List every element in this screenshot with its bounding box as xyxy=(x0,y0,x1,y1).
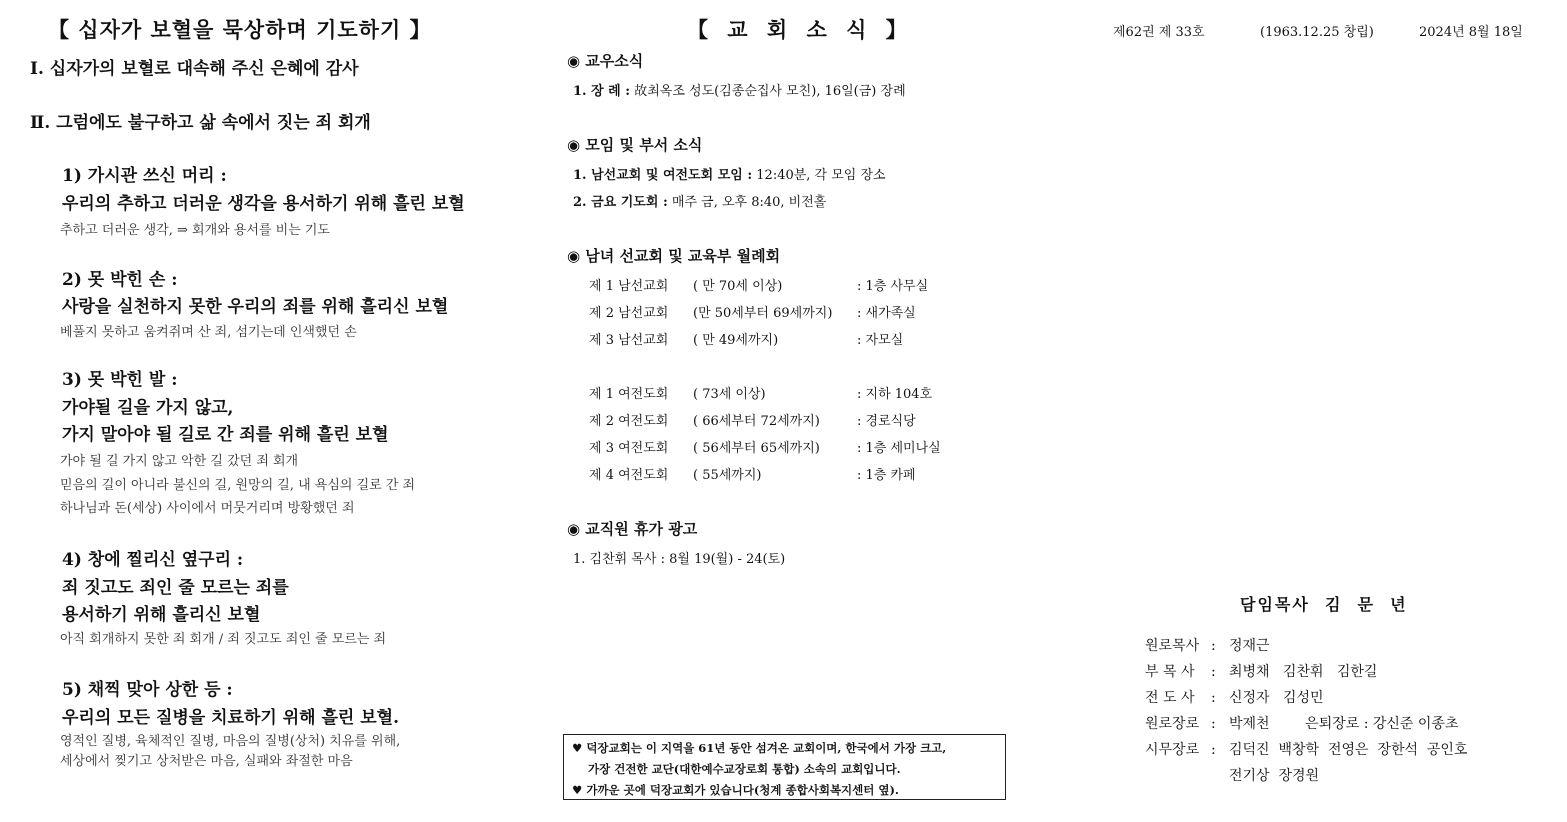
staff-role: 부 목 사 xyxy=(1145,664,1195,680)
group-name: 제 2 남선교회 xyxy=(589,306,669,321)
news-members-heading: ◉ 교우소식 xyxy=(567,52,644,70)
group-name: 제 1 남선교회 xyxy=(589,279,669,294)
item-4-line-2: 용서하기 위해 흘리신 보혈 xyxy=(62,605,261,625)
church-news-title: 【 교 회 소 식 】 xyxy=(687,17,913,42)
item-5-note-1: 영적인 질병, 육체적인 질병, 마음의 질병(상처) 치유를 위해, xyxy=(60,734,401,749)
item-3-note-2: 믿음의 길이 아니라 불신의 길, 원망의 길, 내 욕심의 길로 간 죄 xyxy=(60,478,416,493)
item-3-note-1: 가야 될 길 가지 않고 악한 길 갔던 죄 회개 xyxy=(60,454,299,469)
item-1-note: 추하고 더러운 생각, ⇒ 회개와 용서를 비는 기도 xyxy=(60,223,330,238)
womens-group-row xyxy=(589,383,932,402)
funeral-text: 故최옥조 성도(김종순집사 모친), 16일(금) 장례 xyxy=(630,84,906,99)
group-name: 제 3 여전도회 xyxy=(589,441,669,456)
meeting-1-label: 1. 남선교회 및 여전도회 모임 : xyxy=(573,168,753,183)
item-1-heading: 1) 가시관 쓰신 머리 : xyxy=(62,166,227,186)
founding-date: (1963.12.25 창립) xyxy=(1260,25,1374,40)
notice-line-3: ♥ 가까운 곳에 덕장교회가 있습니다(청계 종합사회복지센터 옆). xyxy=(572,783,899,797)
staff-names: 정재근 xyxy=(1229,638,1270,654)
group-age: ( 55세까지) xyxy=(693,468,762,483)
staff-role: 시무장로 xyxy=(1145,742,1200,758)
staff-row: 전 도 사 : 신정자 김성민 xyxy=(1145,687,1324,707)
item-1-line: 우리의 추하고 더러운 생각을 용서하기 위해 흘린 보혈 xyxy=(62,194,465,214)
group-place: : 지하 104호 xyxy=(857,387,933,402)
news-vacation-heading: ◉ 교직원 휴가 광고 xyxy=(567,520,698,538)
womens-group-row xyxy=(589,437,941,456)
staff-role: 원로장로 xyxy=(1145,716,1200,732)
item-4-heading: 4) 창에 찔리신 옆구리 : xyxy=(62,550,244,570)
group-place: : 자모실 xyxy=(857,333,904,348)
group-place: : 새가족실 xyxy=(857,306,916,321)
meeting-2-label: 2. 금요 기도회 : xyxy=(573,195,668,210)
group-age: ( 만 49세까지) xyxy=(693,333,779,348)
staff-names: 최병채 김찬휘 김한길 xyxy=(1229,664,1378,680)
staff-names: 전기상 장경원 xyxy=(1229,768,1320,784)
group-age: ( 만 70세 이상) xyxy=(693,279,783,294)
group-place: : 1층 세미나실 xyxy=(857,441,941,456)
womens-group-row xyxy=(589,464,916,483)
bulletin-date: 2024년 8월 18일 xyxy=(1419,25,1523,40)
senior-pastor: 담임목사 김 문 년 xyxy=(1240,595,1408,614)
group-age: (만 50세부터 69세까지) xyxy=(693,306,833,321)
staff-row xyxy=(1145,765,1319,785)
group-place: : 1층 사무실 xyxy=(857,279,929,294)
group-name: 제 1 여전도회 xyxy=(589,387,669,402)
item-5-line: 우리의 모든 질병을 치료하기 위해 흘린 보혈. xyxy=(62,708,400,728)
item-3-line-2: 가지 말아야 될 길로 간 죄를 위해 흘린 보혈 xyxy=(62,425,389,445)
staff-row: 시무장로 : 김덕진 백창학 전영은 장한석 공인호 xyxy=(1145,739,1467,759)
group-name: 제 4 여전도회 xyxy=(589,468,669,483)
news-meeting-item-1 xyxy=(573,164,886,183)
item-3-line-1: 가야될 길을 가지 않고, xyxy=(62,398,234,418)
section-thanks: Ⅰ. 십자가의 보혈로 대속해 주신 은혜에 감사 xyxy=(30,59,359,79)
meeting-2-text: 매주 금, 오후 8:40, 비전홀 xyxy=(667,195,827,210)
news-monthly-heading: ◉ 남녀 선교회 및 교육부 월례회 xyxy=(567,247,781,265)
item-3-heading: 3) 못 박힌 발 : xyxy=(62,370,178,390)
staff-row: 원로장로 : 박제천 은퇴장로 : 강신준 이종초 xyxy=(1145,713,1458,733)
vacation-item: 1. 김찬휘 목사 : 8월 19(월) - 24(토) xyxy=(573,552,786,567)
meditation-title: 【 십자가 보혈을 묵상하며 기도하기 】 xyxy=(48,17,432,42)
mens-group-row xyxy=(589,302,916,321)
item-2-note: 베풀지 못하고 움켜쥐며 산 죄, 섬기는데 인색했던 손 xyxy=(60,325,357,340)
section-repentance: Ⅱ. 그럼에도 불구하고 삶 속에서 짓는 죄 회개 xyxy=(30,113,371,133)
item-4-line-1: 죄 짓고도 죄인 줄 모르는 죄를 xyxy=(62,578,289,598)
mens-group-row xyxy=(589,275,928,294)
group-age: ( 66세부터 72세까지) xyxy=(693,414,820,429)
mens-group-row xyxy=(589,329,903,348)
group-place: : 1층 카페 xyxy=(857,468,916,483)
funeral-label: 1. 장 례 : xyxy=(573,84,631,99)
item-2-line: 사랑을 실천하지 못한 우리의 죄를 위해 흘리신 보혈 xyxy=(62,297,449,317)
womens-group-row xyxy=(589,410,916,429)
volume-number: 제62권 제 33호 xyxy=(1113,25,1205,40)
group-age: ( 56세부터 65세까지) xyxy=(693,441,820,456)
news-funeral-item xyxy=(573,80,906,99)
news-meetings-heading: ◉ 모임 및 부서 소식 xyxy=(567,136,703,154)
meeting-1-text: 12:40분, 각 모임 장소 xyxy=(752,168,886,183)
group-name: 제 3 남선교회 xyxy=(589,333,669,348)
staff-names: 박제천 은퇴장로 : 강신준 이종초 xyxy=(1229,716,1459,732)
item-3-note-3: 하나님과 돈(세상) 사이에서 머뭇거리며 방황했던 죄 xyxy=(60,501,355,516)
staff-names: 신정자 김성민 xyxy=(1229,690,1324,706)
notice-line-2: 가장 건전한 교단(대한예수교장로회 통합) 소속의 교회입니다. xyxy=(572,762,901,776)
item-4-note: 아직 회개하지 못한 죄 회개 / 죄 짓고도 죄인 줄 모르는 죄 xyxy=(60,632,387,647)
staff-row: 원로목사 : 정재근 xyxy=(1145,635,1270,655)
news-meeting-item-2 xyxy=(573,191,826,210)
item-5-note-2: 세상에서 찢기고 상처받은 마음, 실패와 좌절한 마음 xyxy=(60,754,353,769)
item-2-heading: 2) 못 박힌 손 : xyxy=(62,270,178,290)
staff-role: 원로목사 xyxy=(1145,638,1200,654)
staff-row: 부 목 사 : 최병채 김찬휘 김한길 xyxy=(1145,661,1377,681)
group-place: : 경로식당 xyxy=(857,414,916,429)
group-name: 제 2 여전도회 xyxy=(589,414,669,429)
staff-names: 김덕진 백창학 전영은 장한석 공인호 xyxy=(1229,742,1468,758)
church-notice-box xyxy=(563,734,1006,800)
item-5-heading: 5) 채찍 맞아 상한 등 : xyxy=(62,680,233,700)
notice-line-1: ♥ 덕장교회는 이 지역을 61년 동안 섬겨온 교회이며, 한국에서 가장 크고, xyxy=(572,741,947,755)
staff-role: 전 도 사 xyxy=(1145,690,1195,706)
group-age: ( 73세 이상) xyxy=(693,387,766,402)
